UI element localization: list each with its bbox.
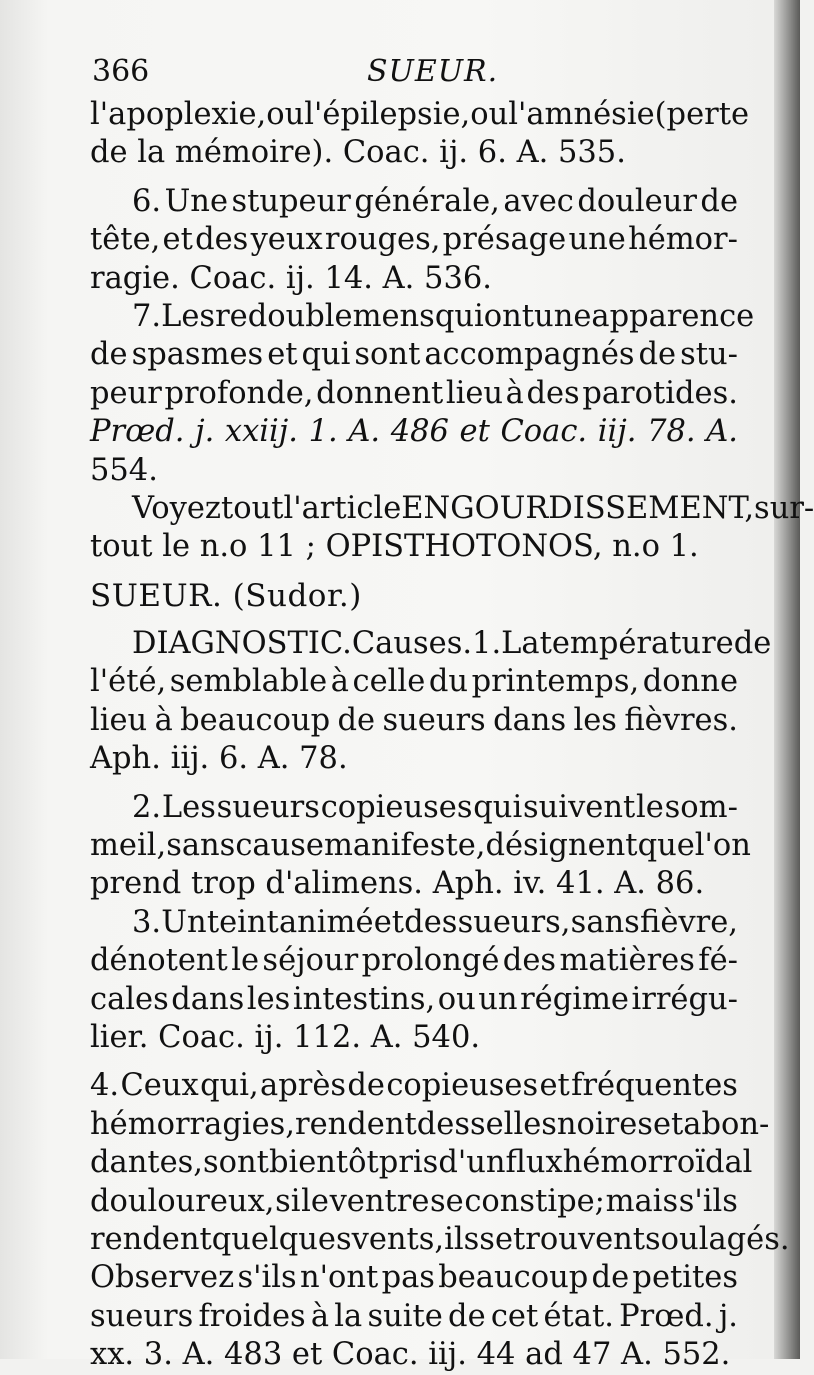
page-edge-shadow	[774, 0, 800, 1359]
text-line: tête, et des yeux rouges, présage une hémor-	[90, 222, 738, 258]
text-line: 2. Les sueurs copieuses qui suivent le som-	[132, 789, 738, 825]
text-line: peur profonde, donnent lieu à des parotides.	[90, 375, 738, 411]
body-text	[90, 96, 814, 1375]
text-line: hémorragies, rendent des selles noires et abon-	[90, 1106, 770, 1142]
text-line: meil, sans cause manifeste, désignent que l'on	[90, 828, 751, 864]
text-line: xx. 3. A. 483 et Coac. iij. 44 ad 47 A. 552.	[90, 1337, 731, 1373]
text-line: 6. Une stupeur générale, avec douleur de	[132, 183, 738, 219]
text-line: l'apoplexie, ou l'épilepsie, ou l'amnésie (perte	[90, 97, 749, 132]
running-head	[92, 54, 692, 94]
text-line: Aph. iij. 6. A. 78.	[90, 741, 348, 777]
section-heading-sueur: SUEUR. (Sudor.)	[90, 577, 362, 614]
text-line: de la mémoire). Coac. ij. 6. A. 535.	[90, 135, 626, 171]
page-number: 366	[92, 54, 150, 89]
text-line: 7. Les redoublemens qui ont une apparence	[132, 298, 755, 334]
text-line: lier. Coac. ij. 112. A. 540.	[90, 1019, 481, 1055]
running-title: SUEUR.	[367, 54, 499, 89]
text-line: tout le n.o 11 ; OPISTHOTONOS, n.o 1.	[90, 529, 699, 565]
text-line: Prœd. j. xxiij. 1. A. 486 et Coac. iij. 78. A.	[90, 414, 738, 450]
text-line: l'été, semblable à celle du printemps, donne	[90, 664, 738, 700]
text-line: cales dans les intestins, ou un régime irrégu-	[90, 981, 738, 1017]
text-line: 3. Un teint animé et des sueurs, sans fièvre,	[132, 904, 738, 940]
text-line: ragie. Coac. ij. 14. A. 536.	[90, 260, 492, 296]
text-line: 4. Ceux qui, après de copieuses et fréquentes	[90, 1068, 738, 1104]
text-line: prend trop d'alimens. Aph. iv. 41. A. 86.	[90, 866, 705, 902]
text-line: dantes, sont bientôt pris d'un flux hémorroïdal	[90, 1145, 753, 1181]
text-line: DIAGNOSTIC. Causes. 1. La température de	[132, 626, 772, 662]
text-line: lieu à beaucoup de sueurs dans les fièvres.	[90, 702, 738, 738]
text-line: dénotent le séjour prolongé des matières fé-	[90, 943, 738, 979]
text-line: douloureux, si le ventre se constipe; mais s'ils	[90, 1183, 738, 1219]
text-line: de spasmes et qui sont accompagnés de stu-	[90, 337, 738, 373]
text-line: sueurs froides à la suite de cet état. Prœd. j.	[90, 1298, 738, 1334]
text-line: rendent quelques vents, ils se trouvent soulagés.	[90, 1221, 790, 1257]
text-line: 554.	[90, 452, 158, 488]
text-line: Voyez tout l'article ENGOURDISSEMENT, sur-	[132, 490, 814, 526]
text-line: Observez s'ils n'ont pas beaucoup de petites	[90, 1260, 738, 1296]
